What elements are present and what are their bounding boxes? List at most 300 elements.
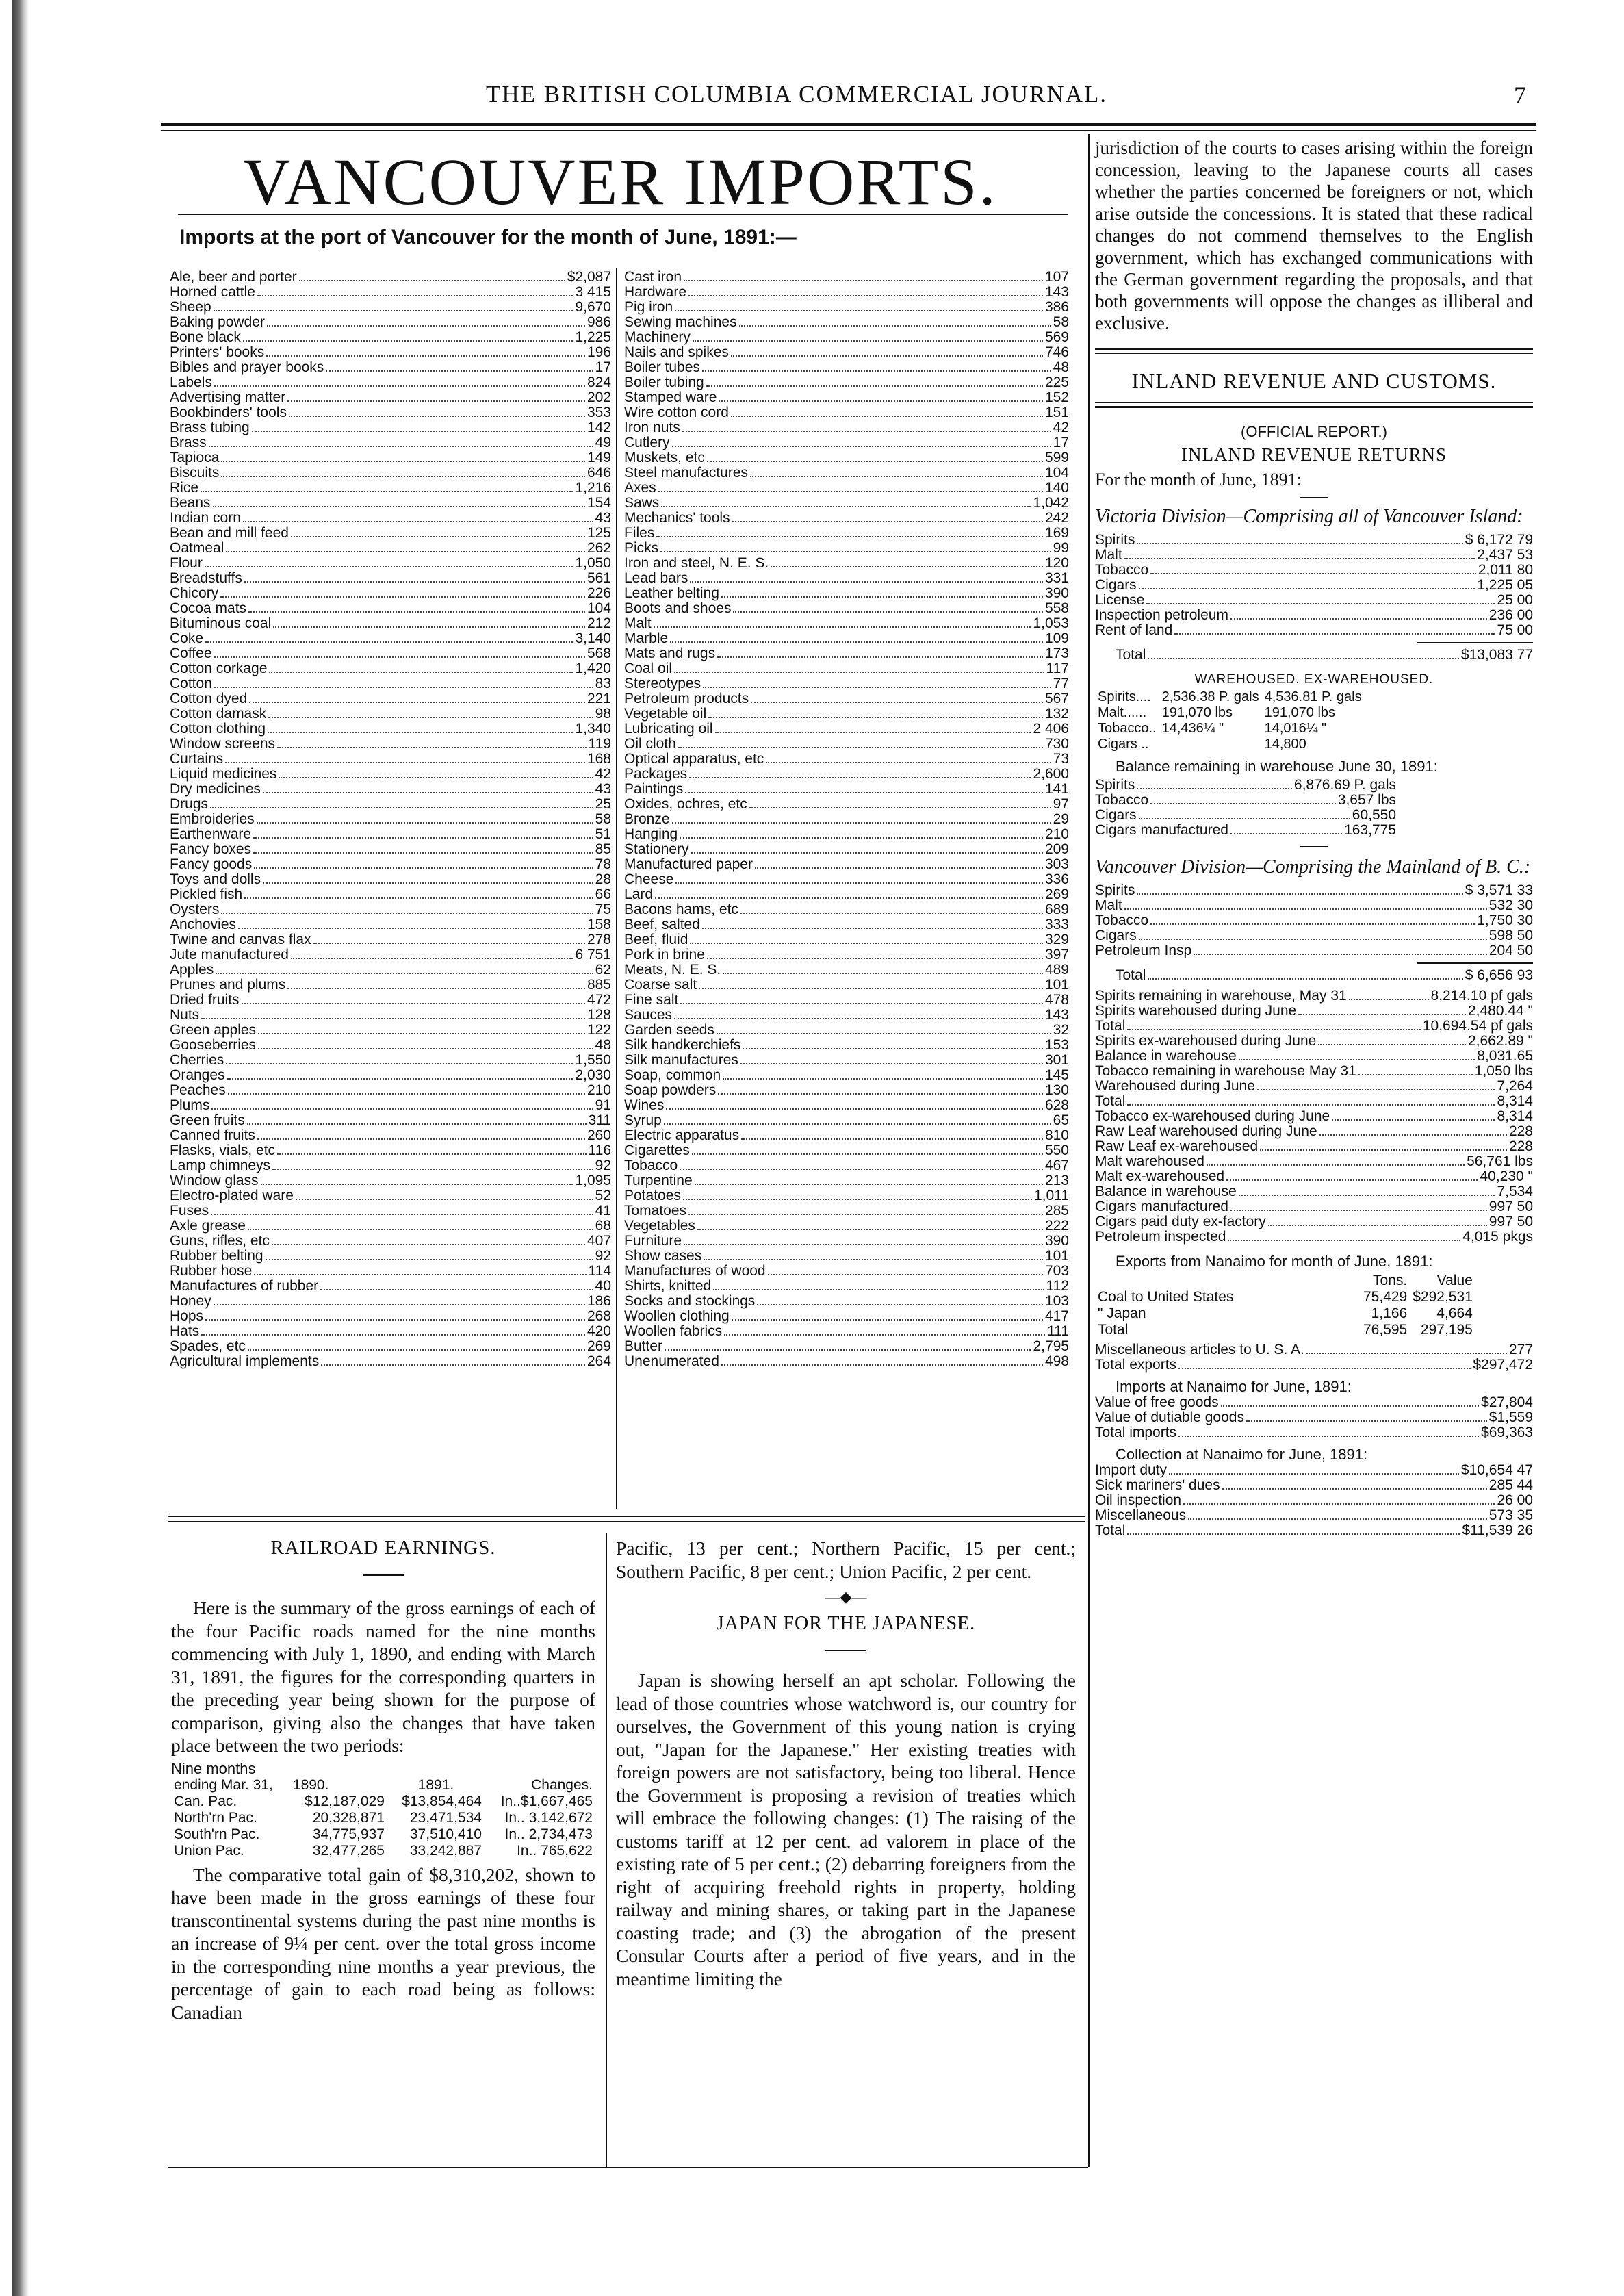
row-label: Toys and dolls (170, 871, 261, 887)
row-value: 41 (595, 1203, 611, 1219)
row-label: Stamped ware (624, 390, 717, 405)
row-value: 2,437 53 (1477, 547, 1533, 563)
import-row (624, 571, 1069, 586)
row-label: Spirits remaining in warehouse, May 31 (1095, 988, 1347, 1004)
row-value: 158 (587, 917, 611, 932)
row-value: 1,095 (575, 1173, 611, 1188)
row-label: Curtains (170, 751, 224, 767)
dot-leader (1148, 978, 1462, 980)
import-row (170, 1143, 611, 1158)
dot-leader (254, 867, 593, 869)
row-value: 269 (1044, 886, 1069, 902)
row-value: 301 (1044, 1052, 1069, 1068)
railroad-table-header-row (171, 1777, 595, 1794)
warehouse-row (1095, 1214, 1533, 1229)
table-cell: Can. Pac. (174, 1793, 237, 1809)
dot-leader (723, 1078, 1043, 1080)
dot-leader (279, 777, 593, 778)
import-row (170, 1008, 611, 1023)
row-label: Tobacco (624, 1158, 678, 1173)
dot-leader (740, 913, 1043, 914)
row-value: 331 (1044, 570, 1069, 586)
row-value: 210 (1044, 826, 1069, 842)
dot-leader (1174, 633, 1495, 635)
dot-leader (291, 536, 585, 537)
dot-leader (226, 1063, 573, 1064)
row-value: 73 (1053, 751, 1069, 767)
import-row (170, 782, 611, 797)
dot-leader (214, 687, 593, 688)
exports-totals (1095, 1342, 1533, 1373)
dot-leader (201, 1018, 585, 1019)
dot-leader (257, 1138, 585, 1140)
table-cell: 2,536.38 P. gals (1161, 689, 1259, 704)
row-value: 7,264 (1497, 1078, 1533, 1094)
row-value: 168 (587, 751, 611, 767)
row-value: 3 415 (575, 284, 611, 300)
row-label: Guns, rifles, etc (170, 1233, 270, 1249)
row-value: 264 (587, 1353, 611, 1369)
revenue-title: INLAND REVENUE AND CUSTOMS. (1131, 369, 1497, 393)
import-row (170, 857, 611, 872)
import-row (624, 797, 1069, 812)
row-label: Cheese (624, 871, 674, 887)
victoria-list (1095, 533, 1533, 638)
row-label: Cast iron (624, 269, 682, 285)
import-row (170, 1279, 611, 1294)
table-cell: Tobacco.. (1098, 721, 1157, 736)
dot-leader (1239, 1059, 1475, 1060)
row-value: 3,657 lbs (1337, 792, 1396, 808)
row-value: $297,472 (1473, 1357, 1533, 1373)
nanaimo-imports-head: Imports at Nanaimo for June, 1891: (1116, 1378, 1352, 1395)
dot-leader (248, 1349, 585, 1351)
import-row (624, 465, 1069, 481)
row-label: Breadstuffs (170, 570, 242, 586)
row-label: Wines (624, 1097, 665, 1113)
row-label: Iron and steel, N. E. S. (624, 555, 769, 571)
row-value: $13,083 77 (1460, 647, 1533, 663)
row-label: Oil inspection (1095, 1492, 1182, 1508)
row-label: Printers' books (170, 344, 265, 360)
row-value: 25 (595, 796, 611, 812)
row-value: 77 (1053, 676, 1069, 691)
dot-leader (205, 1319, 585, 1321)
dot-leader (672, 446, 1051, 447)
row-value: 98 (595, 706, 611, 722)
table-cell: 4,536.81 P. gals (1264, 689, 1362, 704)
row-value: 132 (1044, 706, 1069, 722)
dot-leader (211, 1214, 593, 1215)
row-value: 573 35 (1488, 1507, 1533, 1523)
row-value: 17 (1053, 435, 1069, 450)
railroad-table (171, 1777, 595, 1859)
row-value: 186 (587, 1293, 611, 1309)
row-label: Cotton damask (170, 706, 267, 722)
dot-leader (253, 837, 593, 839)
row-value: 8,031.65 (1477, 1048, 1533, 1064)
import-row (624, 541, 1069, 556)
row-value: 277 (1508, 1342, 1533, 1357)
import-row (624, 646, 1069, 661)
import-row (170, 496, 611, 511)
row-value: 2,662.89 " (1467, 1033, 1533, 1049)
dot-leader (1127, 1104, 1495, 1106)
revenue-row (1095, 928, 1533, 943)
row-label: Oil cloth (624, 736, 676, 752)
row-label: Rice (170, 480, 199, 496)
row-label: Lard (624, 886, 654, 902)
import-row (170, 947, 611, 962)
row-label: Muskets, etc (624, 450, 705, 465)
row-value: 225 (1044, 374, 1069, 390)
import-row (170, 676, 611, 691)
table-cell: 4,664 (1436, 1305, 1473, 1321)
dot-leader (210, 807, 593, 808)
dot-leader (214, 385, 585, 387)
imports-column-divider (616, 268, 617, 1509)
import-row (170, 887, 611, 902)
dot-leader (326, 370, 593, 372)
total-row (1116, 968, 1533, 983)
warehouse-row (1095, 1064, 1533, 1079)
railroad-paragraph-3: Pacific, 13 per cent.; Northern Pacific, 15 per cent.; Southern Pacific, 8 per cent.; Union Pacific, 2 per cent. (616, 1538, 1076, 1582)
import-row (170, 706, 611, 722)
row-value: 152 (1044, 390, 1069, 405)
row-value: 236 00 (1488, 607, 1533, 623)
import-row (624, 1234, 1069, 1249)
row-value: 42 (1053, 420, 1069, 435)
import-row (170, 1113, 611, 1128)
import-row (624, 616, 1069, 631)
row-label: Window screens (170, 736, 276, 752)
import-row (624, 1264, 1069, 1279)
row-label: Value of dutiable goods (1095, 1410, 1244, 1425)
warehouse-row (1095, 1124, 1533, 1139)
misc-articles-row (1095, 1342, 1533, 1357)
row-value: 2,011 80 (1478, 562, 1533, 578)
row-value: 407 (587, 1233, 611, 1249)
dot-leader (221, 476, 585, 477)
railroad-title: RAILROAD EARNINGS. (270, 1537, 496, 1559)
row-value: 97 (1053, 796, 1069, 812)
row-value: 997 50 (1488, 1214, 1533, 1229)
row-label: Silk handkerchiefs (624, 1037, 741, 1053)
collection-row (1095, 1463, 1533, 1478)
section-ornament: —◆— (825, 1588, 867, 1605)
dot-leader (723, 973, 1043, 974)
dot-leader (719, 400, 1043, 402)
dot-leader (258, 1048, 593, 1049)
row-label: Raw Leaf warehoused during June (1095, 1123, 1317, 1139)
revenue-month: For the month of June, 1891: (1095, 470, 1302, 489)
row-value: $10,654 47 (1460, 1462, 1533, 1478)
row-value: 9,670 (575, 299, 611, 315)
row-label: Brass tubing (170, 420, 250, 435)
balance-row (1095, 808, 1396, 823)
row-label: Beans (170, 495, 211, 511)
dot-leader (721, 596, 1043, 598)
import-row (170, 511, 611, 526)
imports-title: VANCOUVER IMPORTS. (243, 145, 998, 218)
row-value: 1,053 (1033, 615, 1069, 631)
dot-leader (244, 897, 593, 899)
dot-leader (757, 1304, 1043, 1305)
dot-leader (1150, 573, 1476, 574)
import-row (624, 1053, 1069, 1068)
import-row (170, 978, 611, 993)
row-value: 107 (1044, 269, 1069, 285)
dot-leader (1188, 1518, 1487, 1520)
row-value: 467 (1044, 1158, 1069, 1173)
dot-leader (664, 1123, 1051, 1125)
import-row (170, 315, 611, 330)
row-value: 43 (595, 510, 611, 526)
row-value: 6,876.69 P. gals (1293, 777, 1396, 793)
dot-leader (201, 1334, 585, 1336)
warehouse-row (1095, 1139, 1533, 1154)
import-row (624, 330, 1069, 345)
row-value: 262 (587, 540, 611, 556)
row-value: 116 (588, 1143, 611, 1158)
dot-leader (1207, 1164, 1465, 1166)
row-label: Lubricating oil (624, 721, 713, 737)
revenue-row (1095, 623, 1533, 638)
dot-leader (261, 1184, 573, 1185)
row-label: Hanging (624, 826, 678, 842)
import-row (624, 1354, 1069, 1369)
row-label: Electric apparatus (624, 1127, 740, 1143)
dot-leader (1230, 833, 1342, 834)
table-cell: $12,187,029 (305, 1793, 385, 1809)
import-row (624, 390, 1069, 405)
dot-leader (692, 1153, 1043, 1155)
import-row (624, 511, 1069, 526)
table-cell: In..$1,667,465 (500, 1793, 593, 1809)
table-cell: Spirits.... (1098, 689, 1151, 704)
row-label: Total (1095, 1018, 1126, 1034)
import-row (624, 1203, 1069, 1219)
dot-leader (268, 717, 593, 718)
row-value: 390 (1044, 585, 1069, 601)
dot-leader (771, 566, 1043, 567)
row-label: Butter (624, 1338, 663, 1354)
row-label: Malt warehoused (1095, 1153, 1204, 1169)
import-row (170, 420, 611, 435)
row-value: 117 (1046, 661, 1069, 676)
import-row (624, 315, 1069, 330)
import-row (624, 405, 1069, 420)
row-label: Fuses (170, 1203, 209, 1219)
dot-leader (717, 1033, 1051, 1034)
row-label: Sick mariners' dues (1095, 1477, 1220, 1493)
dot-leader (1146, 603, 1495, 604)
dot-leader (213, 506, 585, 507)
dot-leader (684, 280, 1043, 281)
revenue-row (1095, 533, 1533, 548)
row-value: 65 (1053, 1112, 1069, 1128)
dot-leader (1183, 1503, 1495, 1505)
row-value: 221 (587, 691, 611, 706)
row-value: 60,550 (1352, 807, 1396, 823)
row-label: Silk manufactures (624, 1052, 738, 1068)
import-row (170, 360, 611, 375)
imports-title-rule (178, 214, 1068, 215)
dot-leader (718, 1093, 1043, 1095)
warehouse-row (1095, 1184, 1533, 1199)
row-value: 141 (1044, 781, 1069, 797)
header-rule (161, 123, 1536, 126)
dot-leader (228, 1093, 585, 1095)
dot-leader (684, 1244, 1043, 1245)
dot-leader (273, 626, 585, 628)
row-value: 4,015 pkgs (1462, 1229, 1533, 1245)
row-label: Flour (170, 555, 203, 571)
import-row (170, 465, 611, 481)
row-label: Fancy goods (170, 856, 253, 872)
dot-leader (252, 431, 585, 432)
row-value: 226 (587, 585, 611, 601)
vancouver-head: Vancouver Division—Comprising the Mainland of B. C.: (1095, 856, 1531, 878)
row-label: Brass (170, 435, 207, 450)
row-value: $ 6,656 93 (1465, 967, 1533, 983)
revenue-row (1095, 548, 1533, 563)
import-row (624, 496, 1069, 511)
row-label: Soap, common (624, 1067, 721, 1083)
dot-leader (749, 807, 1051, 808)
dot-leader (739, 325, 1051, 327)
dot-leader (1139, 818, 1350, 819)
import-row (170, 962, 611, 978)
row-label: Malt (624, 615, 652, 631)
right-column (1095, 137, 1533, 1538)
warehouse-row (1095, 1094, 1533, 1109)
row-label: Spirits (1095, 532, 1135, 548)
row-label: Manufactured paper (624, 856, 753, 872)
row-label: Hardware (624, 284, 687, 300)
row-value: 109 (1044, 630, 1069, 646)
table-cell: In.. 765,622 (517, 1842, 593, 1859)
import-row (170, 1309, 611, 1324)
row-label: Cigars (1095, 928, 1137, 943)
row-label: Socks and stockings (624, 1293, 756, 1309)
row-label: Dry medicines (170, 781, 261, 797)
row-label: Coarse salt (624, 977, 697, 993)
warehoused-row (1095, 721, 1365, 737)
row-value: 99 (1053, 540, 1069, 556)
row-value: 28 (595, 871, 611, 887)
row-label: Malt ex-warehoused (1095, 1169, 1225, 1184)
dot-leader (243, 340, 573, 342)
dot-leader (320, 1289, 593, 1290)
row-label: Tomatoes (624, 1203, 687, 1219)
dot-leader (1150, 803, 1336, 804)
dot-leader (1127, 1533, 1460, 1535)
vancouver-list (1095, 883, 1533, 958)
dot-leader (263, 882, 593, 884)
dot-leader (248, 1229, 593, 1230)
import-row (624, 526, 1069, 541)
row-label: Marble (624, 630, 669, 646)
row-value: 810 (1044, 1127, 1069, 1143)
table-cell: 1,166 (1371, 1305, 1408, 1321)
table-header-cell: Value (1436, 1273, 1473, 1288)
row-value: 2,480.44 " (1467, 1003, 1533, 1019)
row-label: Advertising matter (170, 390, 286, 405)
import-row (624, 631, 1069, 646)
import-row (624, 872, 1069, 887)
dot-leader (665, 1349, 1031, 1351)
import-row (624, 978, 1069, 993)
row-label: Tapioca (170, 450, 220, 465)
row-value: 2,030 (575, 1067, 611, 1083)
import-row (624, 1188, 1069, 1203)
import-row (624, 420, 1069, 435)
row-value: 285 44 (1488, 1477, 1533, 1493)
row-label: Anchovies (170, 917, 236, 932)
table-cell: 14,800 (1264, 737, 1306, 752)
row-value: 196 (587, 344, 611, 360)
dot-leader (658, 491, 1043, 492)
dot-leader (683, 1199, 1032, 1200)
warehouse-movements (1095, 988, 1533, 1245)
row-value: 49 (595, 435, 611, 450)
import-row (624, 857, 1069, 872)
middle-lower-column (616, 1537, 1076, 1990)
dot-leader (704, 1259, 1043, 1260)
import-row (170, 405, 611, 420)
row-value: 228 (1508, 1123, 1533, 1139)
exports-table (1095, 1273, 1475, 1338)
row-label: Bituminous coal (170, 615, 272, 631)
row-label: Rubber belting (170, 1248, 263, 1264)
dot-leader (703, 687, 1051, 688)
row-label: Pork in brine (624, 947, 705, 962)
dot-leader (266, 355, 585, 357)
import-row (170, 993, 611, 1008)
row-value: 260 (587, 1127, 611, 1143)
import-row (170, 1023, 611, 1038)
col-head-1890: 1890. (292, 1776, 329, 1793)
dot-leader (1332, 1119, 1495, 1121)
exports-row (1095, 1322, 1475, 1338)
dot-leader (244, 581, 585, 583)
import-row (624, 993, 1069, 1008)
warehouse-row (1095, 1229, 1533, 1245)
page-foot-rule (168, 2167, 1088, 2168)
row-label: Fancy boxes (170, 841, 252, 857)
row-label: Leather belting (624, 585, 719, 601)
import-row (624, 722, 1069, 737)
dot-leader (670, 641, 1043, 643)
total-imports-row (1095, 1425, 1533, 1440)
dot-leader (1127, 1029, 1421, 1030)
row-value: 628 (1044, 1097, 1069, 1113)
row-label: Vegetables (624, 1218, 695, 1234)
row-value: 128 (587, 1007, 611, 1023)
import-row (170, 1354, 611, 1369)
import-row (624, 737, 1069, 752)
row-value: 730 (1044, 736, 1069, 752)
dot-leader (299, 280, 565, 281)
dot-leader (680, 1003, 1043, 1004)
dot-leader (755, 867, 1043, 869)
row-label: Pickled fish (170, 886, 243, 902)
dot-leader (227, 1078, 573, 1080)
row-value: 143 (1044, 284, 1069, 300)
import-row (170, 1083, 611, 1098)
row-value: 151 (1044, 405, 1069, 420)
